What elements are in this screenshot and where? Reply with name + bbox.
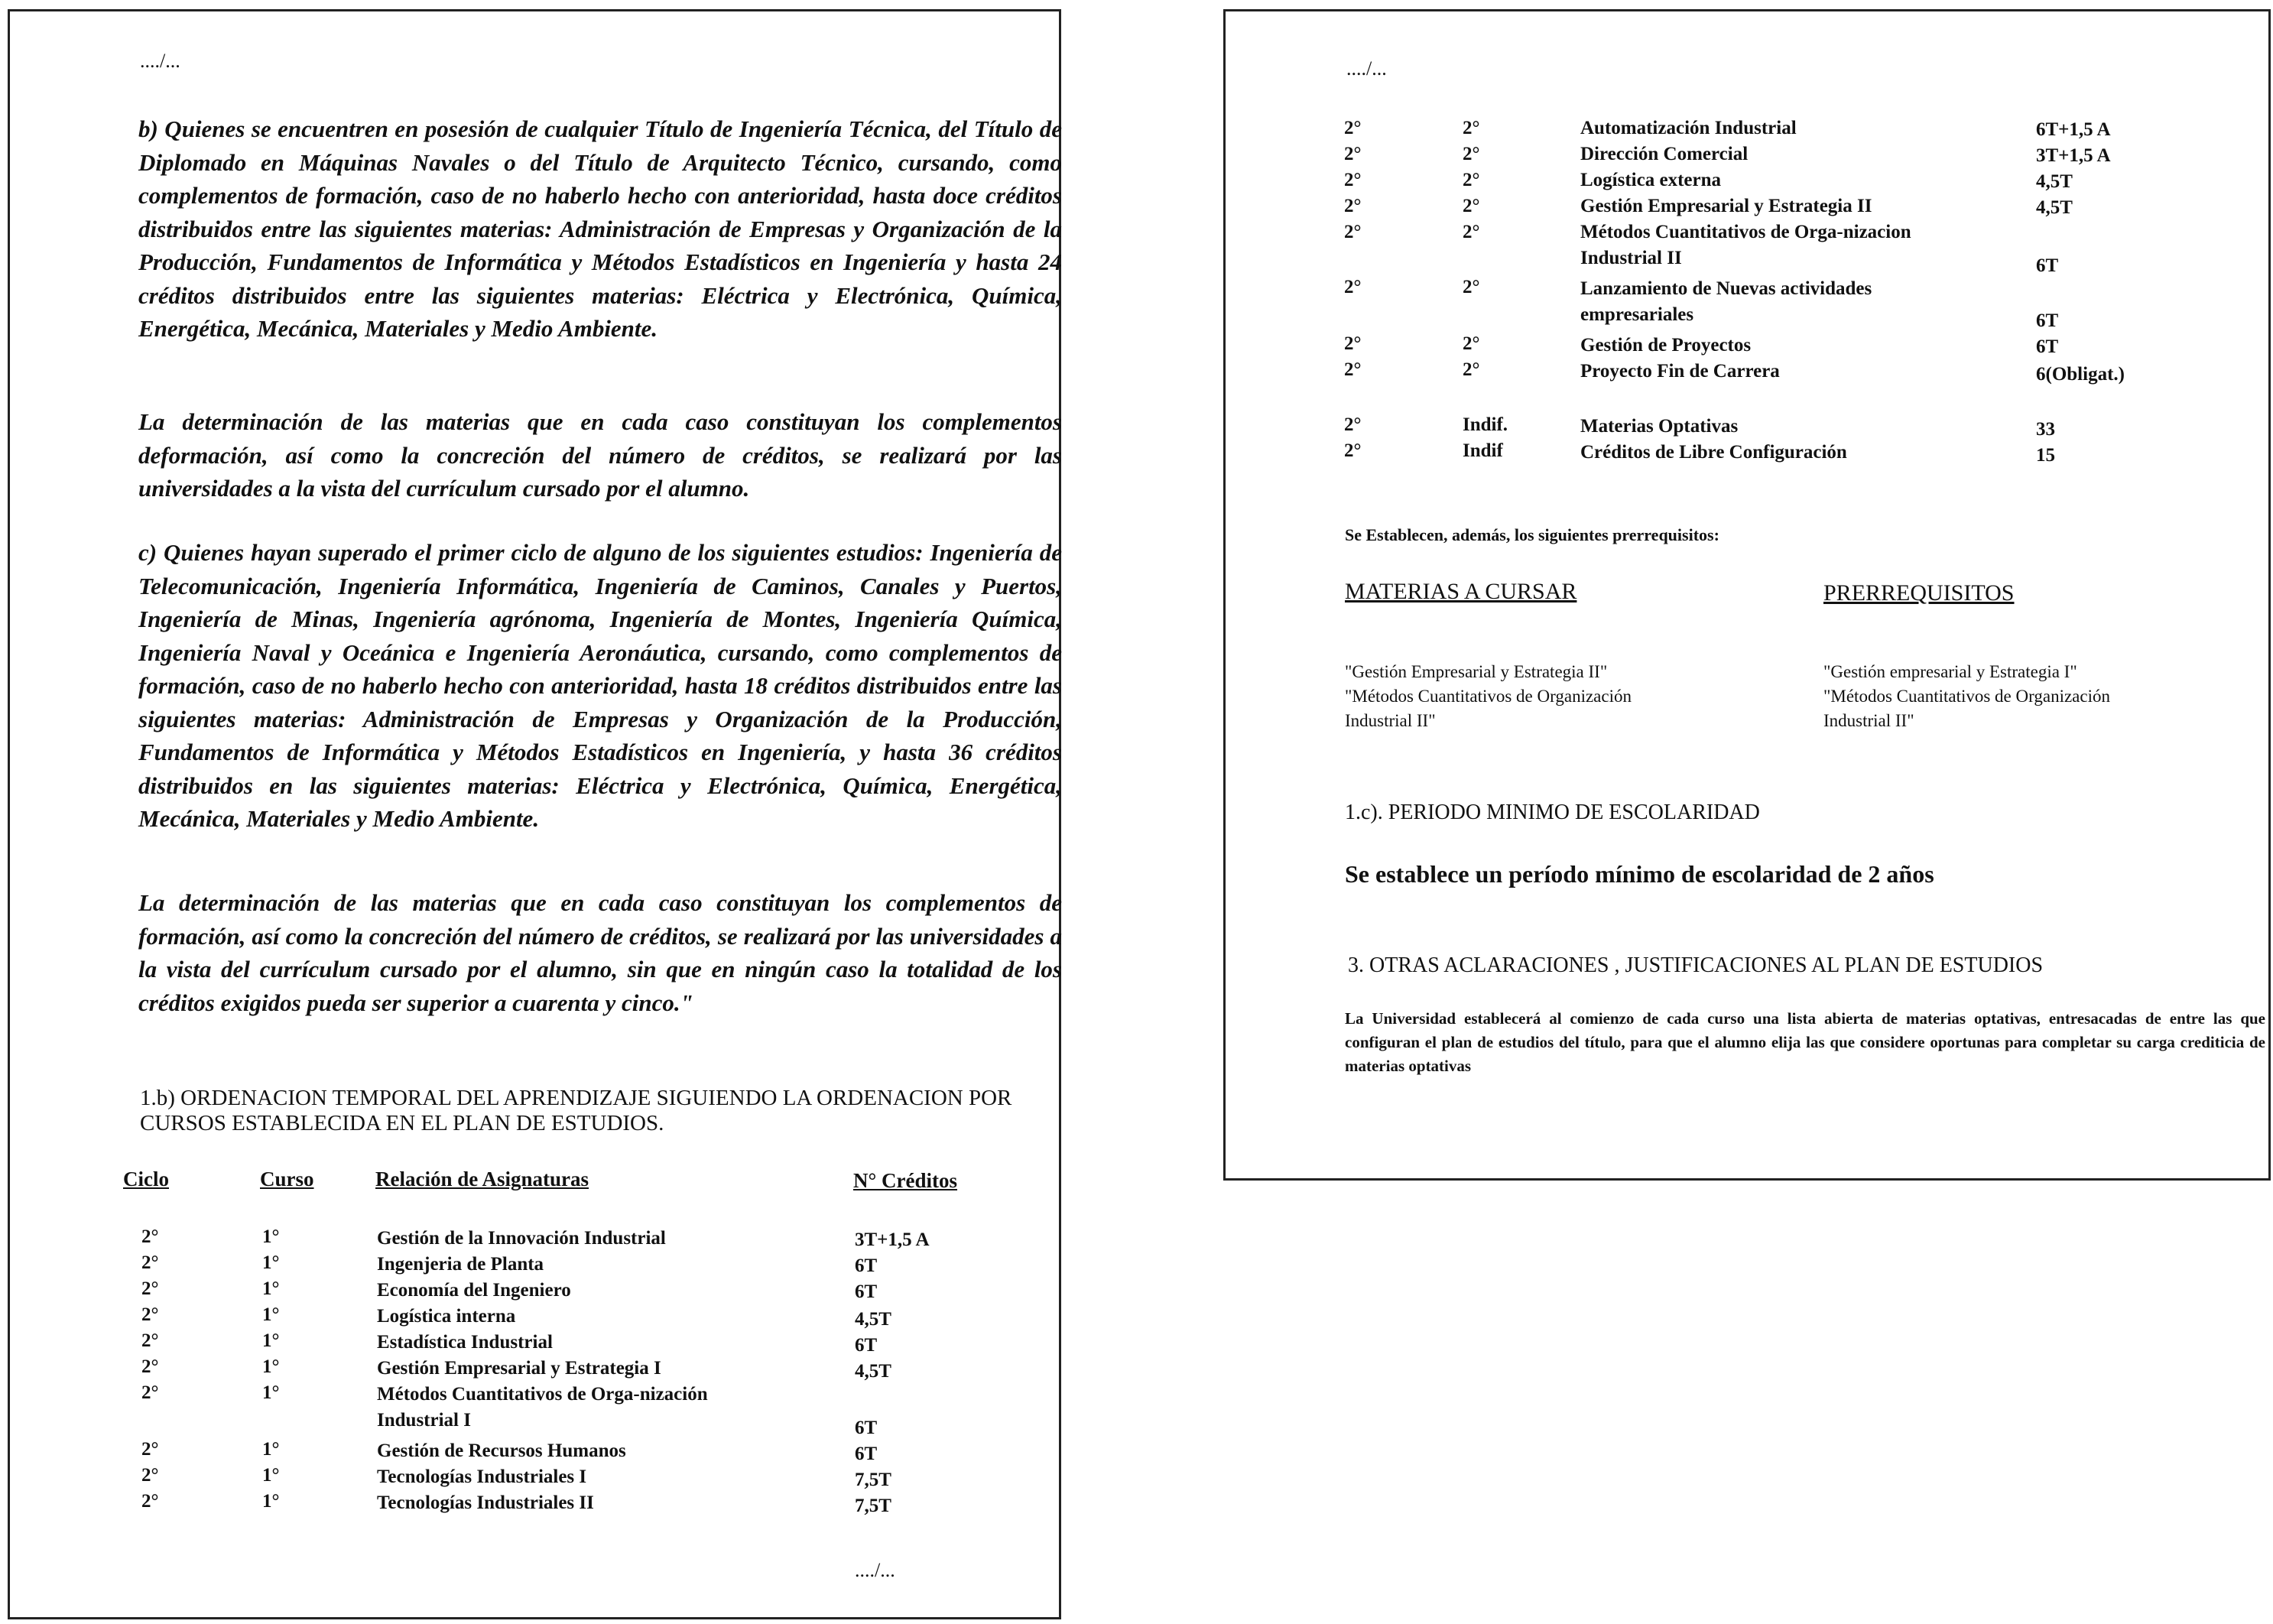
header-curso: Curso [260,1168,314,1190]
section-otras-aclaraciones: 3. OTRAS ACLARACIONES , JUSTIFICACIONES AL PLAN DE ESTUDIOS [1348,953,2044,977]
cell-creditos: 4,5T [2036,171,2073,192]
cell-ciclo: 2° [1344,118,1362,138]
list-item: "Gestión Empresarial y Estrategia II" [1345,662,1608,681]
cell-curso: 2° [1463,118,1480,138]
header-ciclo: Ciclo [123,1168,169,1190]
cell-ciclo: 2° [1344,277,1362,297]
cell-creditos: 4,5T [855,1361,891,1382]
cell-asignatura: Métodos Cuantitativos de Orga-nización Industrial I [377,1384,708,1431]
cell-creditos: 6T [855,1418,878,1438]
header-materias-a-cursar: MATERIAS A CURSAR [1345,579,1577,604]
cell-ciclo: 2° [1344,333,1362,354]
cell-curso: 1° [262,1382,280,1403]
paragraph-determination-1: La determinación de las materias que en cada caso constituyan los complementos deformación, así como la concreción del número de créditos, se realizará por las universidades a la vista del currículum cursado por el alumno. [138,408,1062,502]
cell-curso: 2° [1463,333,1480,354]
cell-asignatura: Logística externa [1580,170,1721,190]
cell-asignatura: Estadística Industrial [377,1332,553,1353]
cell-creditos: 6T [2036,255,2059,276]
cell-curso: 1° [262,1252,280,1273]
cell-curso: 1° [262,1439,280,1460]
cell-curso: 2° [1463,170,1480,190]
cell-curso: 1° [262,1278,280,1299]
header-prerrequisitos: PRERREQUISITOS [1823,580,2015,606]
cell-creditos: 3T+1,5 A [2036,145,2111,166]
cell-ciclo: 2° [1344,196,1362,216]
cell-creditos: 6T [855,1444,878,1464]
continuation-bottom: ..../... [855,1559,895,1581]
cell-curso: Indif [1463,440,1503,461]
cell-creditos: 6T+1,5 A [2036,119,2111,140]
cell-asignatura: Créditos de Libre Configuración [1580,442,1847,463]
prereq-intro: Se Establecen, además, los siguientes prerrequisitos: [1345,525,1719,544]
continuation-top: ..../... [1346,57,1387,80]
cell-creditos: 6T [2036,336,2059,357]
cell-curso: 2° [1463,277,1480,297]
cell-curso: 1° [262,1226,280,1247]
cell-asignatura: Tecnologías Industriales II [377,1492,594,1513]
cell-curso: 2° [1463,196,1480,216]
cell-ciclo: 2° [141,1330,159,1351]
cell-curso: 1° [262,1465,280,1486]
cell-curso: 1° [262,1491,280,1512]
header-creditos: N° Créditos [853,1169,958,1192]
list-item: Industrial II" [1823,711,1914,730]
cell-asignatura: Tecnologías Industriales I [377,1466,587,1487]
cell-asignatura: Logística interna [377,1306,516,1327]
cell-creditos: 6T [855,1281,878,1302]
cell-asignatura: Dirección Comercial [1580,144,1749,164]
cell-asignatura: Materias Optativas [1580,416,1739,437]
left-page [8,9,1061,1619]
cell-asignatura: Gestión de Proyectos [1580,335,1752,356]
cell-ciclo: 2° [141,1278,159,1299]
section-heading-ordenacion: 1.b) ORDENACION TEMPORAL DEL APRENDIZAJE SIGUIENDO LA ORDENACION POR CURSOS ESTABLECIDA EN EL PLAN DE ESTUDIOS. [140,1086,1012,1135]
cell-asignatura: Gestión de la Innovación Industrial [377,1228,666,1249]
list-item: "Gestión empresarial y Estrategia I" [1823,662,2077,681]
cell-curso: 2° [1463,359,1480,380]
cell-curso: 2° [1463,144,1480,164]
cell-asignatura: Ingenjeria de Planta [377,1254,544,1275]
cell-asignatura: Métodos Cuantitativos de Orga-nizacion Industrial II [1580,222,1911,268]
list-item: Industrial II" [1345,711,1436,730]
cell-asignatura: Automatización Industrial [1580,118,1797,138]
list-item: "Métodos Cuantitativos de Organización [1823,687,2110,706]
cell-creditos: 6T [2036,310,2059,331]
otras-text: La Universidad establecerá al comienzo de cada curso una lista abierta de materias optativas, entresacadas de entre las que configuran el plan de estudios del título, para que el alumno elija las que considere oportunas para completar su carga crediticia de materias optativas [1345,1009,2265,1075]
cell-curso: 1° [262,1330,280,1351]
cell-ciclo: 2° [141,1382,159,1403]
cell-ciclo: 2° [141,1226,159,1247]
cell-ciclo: 2° [1344,144,1362,164]
cell-ciclo: 2° [141,1304,159,1325]
cell-creditos: 6T [855,1335,878,1356]
cell-creditos: 3T+1,5 A [855,1229,930,1250]
cell-ciclo: 2° [141,1252,159,1273]
cell-creditos: 6(Obligat.) [2036,364,2125,385]
cell-creditos: 4,5T [855,1309,891,1330]
cell-creditos: 33 [2036,419,2055,440]
cell-curso: Indif. [1463,414,1508,435]
cell-curso: 1° [262,1304,280,1325]
cell-creditos: 15 [2036,445,2055,466]
cell-ciclo: 2° [1344,440,1362,461]
cell-asignatura: Gestión de Recursos Humanos [377,1440,626,1461]
cell-ciclo: 2° [1344,414,1362,435]
cell-creditos: 7,5T [855,1496,891,1516]
cell-curso: 1° [262,1356,280,1377]
materias-list [1345,660,1632,733]
cell-ciclo: 2° [141,1491,159,1512]
header-asignaturas: Relación de Asignaturas [375,1168,589,1190]
prerrequisitos-list [1823,660,2110,733]
cell-asignatura: Gestión Empresarial y Estrategia I [377,1358,661,1379]
continuation-top: ..../... [140,50,180,72]
cell-asignatura: Gestión Empresarial y Estrategia II [1580,196,1872,216]
cell-ciclo: 2° [141,1465,159,1486]
cell-ciclo: 2° [141,1356,159,1377]
paragraph-c: c) Quienes hayan superado el primer ciclo de alguno de los siguientes estudios: Ingeniería de Telecomunicación, Ingeniería Informática, Ingeniería de Caminos, Canales y Puertos, Ingeniería de Minas, Ingeniería agrónoma, Ingeniería de Montes, Ingeniería Química, Ingeniería Naval y Oceánica e Ingeniería Aeronáutica, cursando, como complementos de formación, caso de no haberlo hecho con anterioridad, hasta 18 créditos distribuidos entre las siguientes materias: Administración de Empresas y Organización de la Producción, Fundamentos de Informática y Métodos Estadísticos en Ingeniería, y hasta 36 créditos distribuidos en las siguientes materias: Eléctrica y Electrónica, Química, Energética, Mecánica, Materiales y Medio Ambiente. [138,539,1062,832]
paragraph-determination-2: La determinación de las materias que en cada caso constituyan los complementos de formación, así como la concreción del número de créditos, se realizará por las universidades a la vista del currículum cursado por el alumno, sin que en ningún caso la totalidad de los créditos exigidos pueda ser superior a cuarenta y cinco." [138,889,1062,1016]
cell-ciclo: 2° [141,1439,159,1460]
right-page [1223,9,2271,1181]
list-item: "Métodos Cuantitativos de Organización [1345,687,1632,706]
cell-curso: 2° [1463,222,1480,242]
cell-creditos: 7,5T [855,1470,891,1490]
periodo-text: Se establece un período mínimo de escolaridad de 2 años [1345,860,1934,888]
cell-ciclo: 2° [1344,170,1362,190]
cell-creditos: 6T [855,1255,878,1276]
cell-ciclo: 2° [1344,222,1362,242]
cell-asignatura: Proyecto Fin de Carrera [1580,361,1780,382]
section-periodo-minimo: 1.c). PERIODO MINIMO DE ESCOLARIDAD [1345,801,1760,824]
cell-asignatura: Economía del Ingeniero [377,1280,571,1301]
cell-creditos: 4,5T [2036,197,2073,218]
cell-asignatura: Lanzamiento de Nuevas actividades empresariales [1580,278,1872,325]
paragraph-b: b) Quienes se encuentren en posesión de cualquier Título de Ingeniería Técnica, del Título de Diplomado en Máquinas Navales o del Título de Arquitecto Técnico, cursando, como complementos de formación, caso de no haberlo hecho con anterioridad, hasta doce créditos distribuidos entre las siguientes materias: Administración de Empresas y Organización de la Producción, Fundamentos de Informática y Métodos Estadísticos en Ingeniería y hasta 24 créditos distribuidos entre las siguientes materias: Eléctrica y Electrónica, Química, Energética, Mecánica, Materiales y Medio Ambiente. [138,115,1062,342]
cell-ciclo: 2° [1344,359,1362,380]
